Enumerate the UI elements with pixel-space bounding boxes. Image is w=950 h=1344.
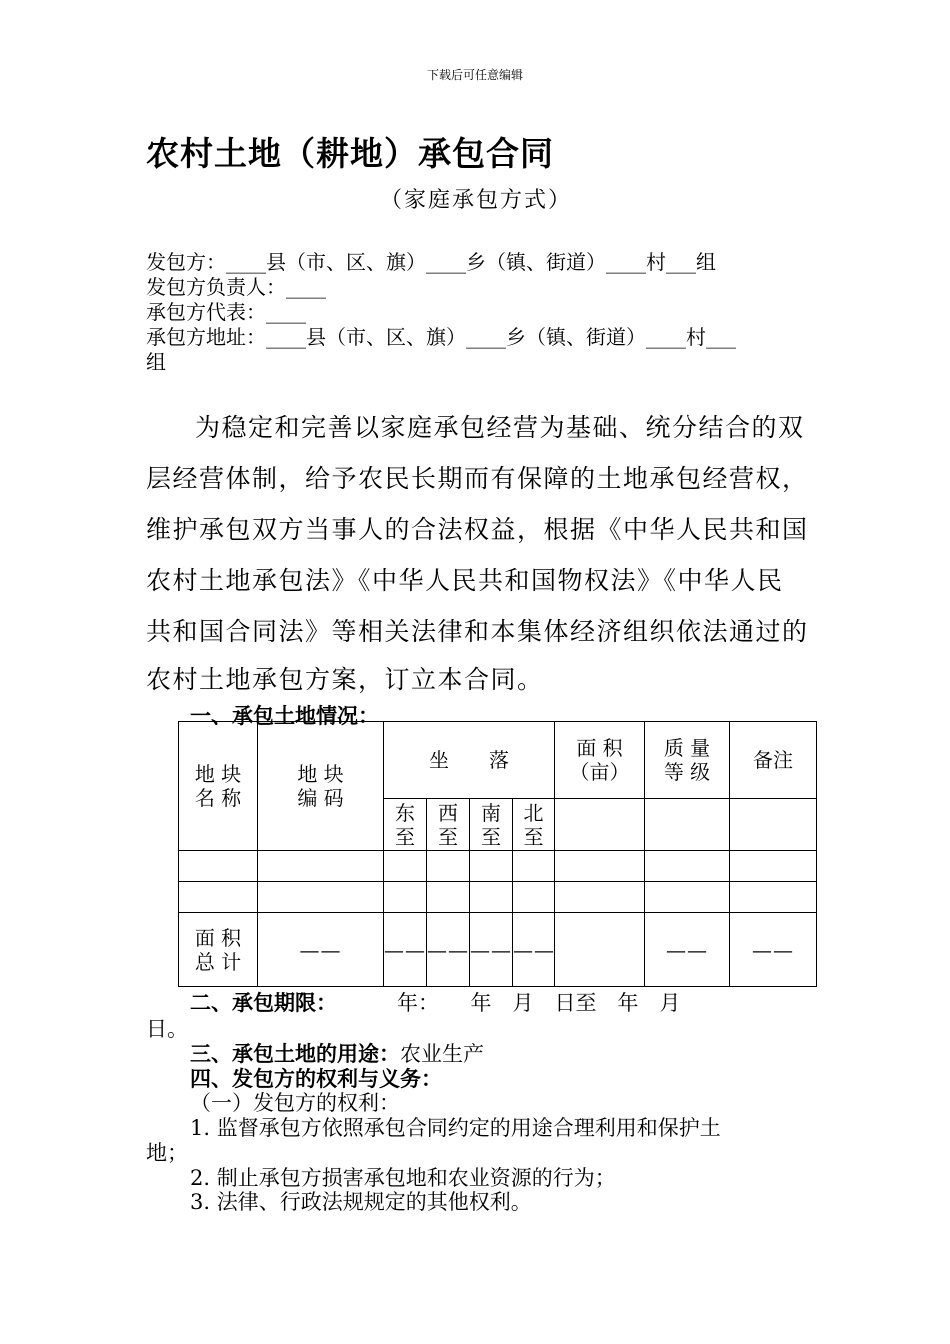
intro-line-3: 维护承包双方当事人的合法权益，根据《中华人民共和国 [146, 515, 809, 544]
total-area [555, 913, 645, 987]
total-label: 面 积 总 计 [179, 913, 258, 987]
total-south-dash: —— [470, 913, 513, 987]
document-title: 农村土地（耕地）承包合同 [146, 134, 554, 173]
section-2-line [190, 987, 681, 1017]
header-quality: 质 量 等 级 [645, 722, 730, 799]
section-2-title: 二、承包期限： [190, 990, 337, 1015]
table-total-row [179, 913, 817, 987]
header-location: 坐 落 [384, 722, 555, 799]
table-row [179, 851, 817, 882]
term-dates: 年： 年 月 日至 年 月 [397, 991, 681, 1015]
contractor-line: 发包方：____县（市、区、旗）____乡（镇、街道）____村___组 [146, 250, 716, 274]
contractee-address-line: 承包方地址：____县（市、区、旗）____乡（镇、街道）____村___ [146, 325, 736, 349]
section-2-cont: 日。 [146, 1017, 188, 1041]
header-area: 面 积 （亩） [555, 722, 645, 799]
contractee-address-cont: 组 [146, 350, 166, 374]
header-west: 西 至 [427, 799, 470, 851]
intro-line-2: 层经营体制，给予农民长期而有保障的土地承包经营权， [146, 464, 809, 493]
header-parcel-name: 地 块 名 称 [179, 722, 258, 851]
contractee-rep-line: 承包方代表：____ [146, 300, 306, 324]
land-use-value: 农业生产 [400, 1042, 484, 1066]
item-1: 1. 监督承包方依照承包合同约定的用途合理利用和保护土 [190, 1116, 721, 1140]
header-note-col: 备注 [730, 722, 817, 799]
intro-line-5: 共和国合同法》等相关法律和本集体经济组织依法通过的 [146, 617, 809, 646]
table-cell [555, 799, 645, 851]
header-north: 北 至 [513, 799, 555, 851]
intro-line-1: 为稳定和完善以家庭承包经营为基础、统分结合的双 [195, 413, 805, 442]
contractor-leader-line: 发包方负责人：____ [146, 275, 326, 299]
intro-line-4: 农村土地承包法》《中华人民共和国物权法》《中华人民 [146, 566, 784, 595]
total-east-dash: —— [384, 913, 427, 987]
section-3-title: 三、承包土地的用途： [190, 1041, 400, 1066]
item-3: 3. 法律、行政法规规定的其他权利。 [190, 1190, 532, 1214]
item-1-cont: 地； [146, 1141, 188, 1165]
table-row [179, 882, 817, 913]
header-east: 东 至 [384, 799, 427, 851]
intro-line-6: 农村土地承包方案，订立本合同。 [146, 665, 544, 694]
total-west-dash: —— [427, 913, 470, 987]
table-cell [730, 799, 817, 851]
subsection-1-title: （一）发包方的权利： [190, 1091, 400, 1115]
total-code-dash: —— [258, 913, 384, 987]
section-1-title: 一、承包土地情况： [190, 703, 379, 728]
land-table [178, 721, 817, 987]
header-parcel-code: 地 块 编 码 [258, 722, 384, 851]
section-4-title: 四、发包方的权利与义务： [190, 1066, 442, 1091]
table-cell [645, 799, 730, 851]
item-2: 2. 制止承包方损害承包地和农业资源的行为； [190, 1166, 616, 1190]
header-note: 下载后可任意编辑 [426, 68, 523, 82]
header-south: 南 至 [470, 799, 513, 851]
total-note-dash: —— [730, 913, 817, 987]
total-quality-dash: —— [645, 913, 730, 987]
total-north-dash: —— [513, 913, 555, 987]
document-subtitle: （家庭承包方式） [380, 188, 573, 213]
